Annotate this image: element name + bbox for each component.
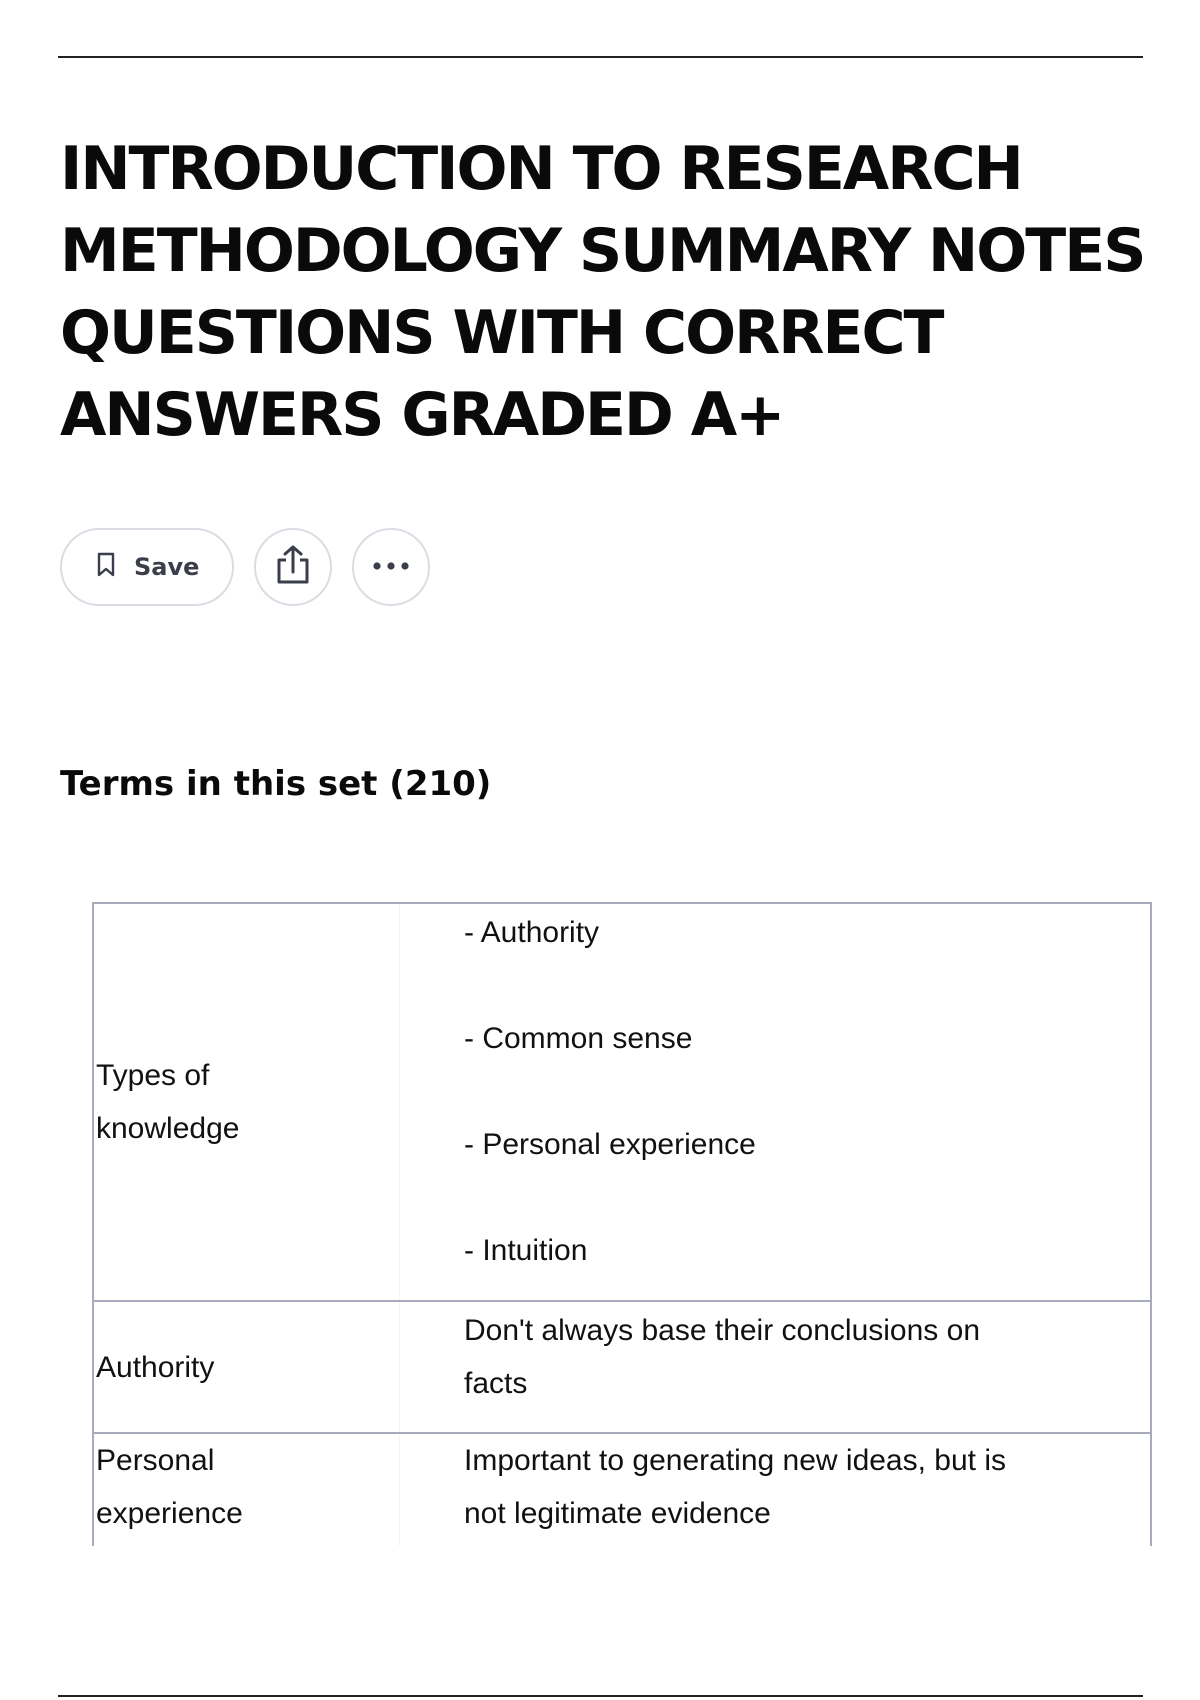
definition-text: Important to generating new ideas, but is not legitimate evidence (464, 1444, 1006, 1530)
terms-heading: Terms in this set (210) (60, 764, 492, 804)
bottom-divider (58, 1695, 1143, 1697)
term-cell (94, 1302, 400, 1432)
definition-cell (400, 1302, 1024, 1432)
definition-cell (400, 904, 756, 1300)
term-cell (94, 1434, 400, 1546)
page-title: INTRODUCTION TO RESEARCH METHODOLOGY SUMMARY NOTES QUESTIONS WITH CORRECT ANSWERS GRADED A+ (60, 134, 1145, 450)
definition-cell (400, 1434, 1024, 1546)
definition-line: - Authority (464, 916, 600, 949)
term-row[interactable] (94, 902, 1150, 1300)
definition-line: - Personal experience (464, 1128, 756, 1161)
term-row[interactable] (94, 1432, 1150, 1546)
share-icon (273, 544, 313, 591)
term-text: Types of knowledge (96, 1059, 240, 1145)
save-label: Save (134, 553, 200, 581)
action-bar (60, 528, 430, 606)
term-row[interactable] (94, 1300, 1150, 1432)
more-icon (371, 558, 411, 576)
bookmark-icon (96, 552, 116, 583)
terms-table (92, 902, 1152, 1546)
definition-line: - Common sense (464, 1022, 693, 1055)
more-options-button[interactable] (352, 528, 430, 606)
save-button[interactable] (60, 528, 234, 606)
definition-line: - Intuition (464, 1234, 588, 1267)
term-text: Personal experience (96, 1444, 243, 1530)
top-divider (58, 56, 1143, 58)
term-text: Authority (96, 1350, 215, 1384)
term-cell (94, 904, 400, 1300)
share-button[interactable] (254, 528, 332, 606)
definition-text: Don't always base their conclusions on facts (464, 1314, 981, 1400)
